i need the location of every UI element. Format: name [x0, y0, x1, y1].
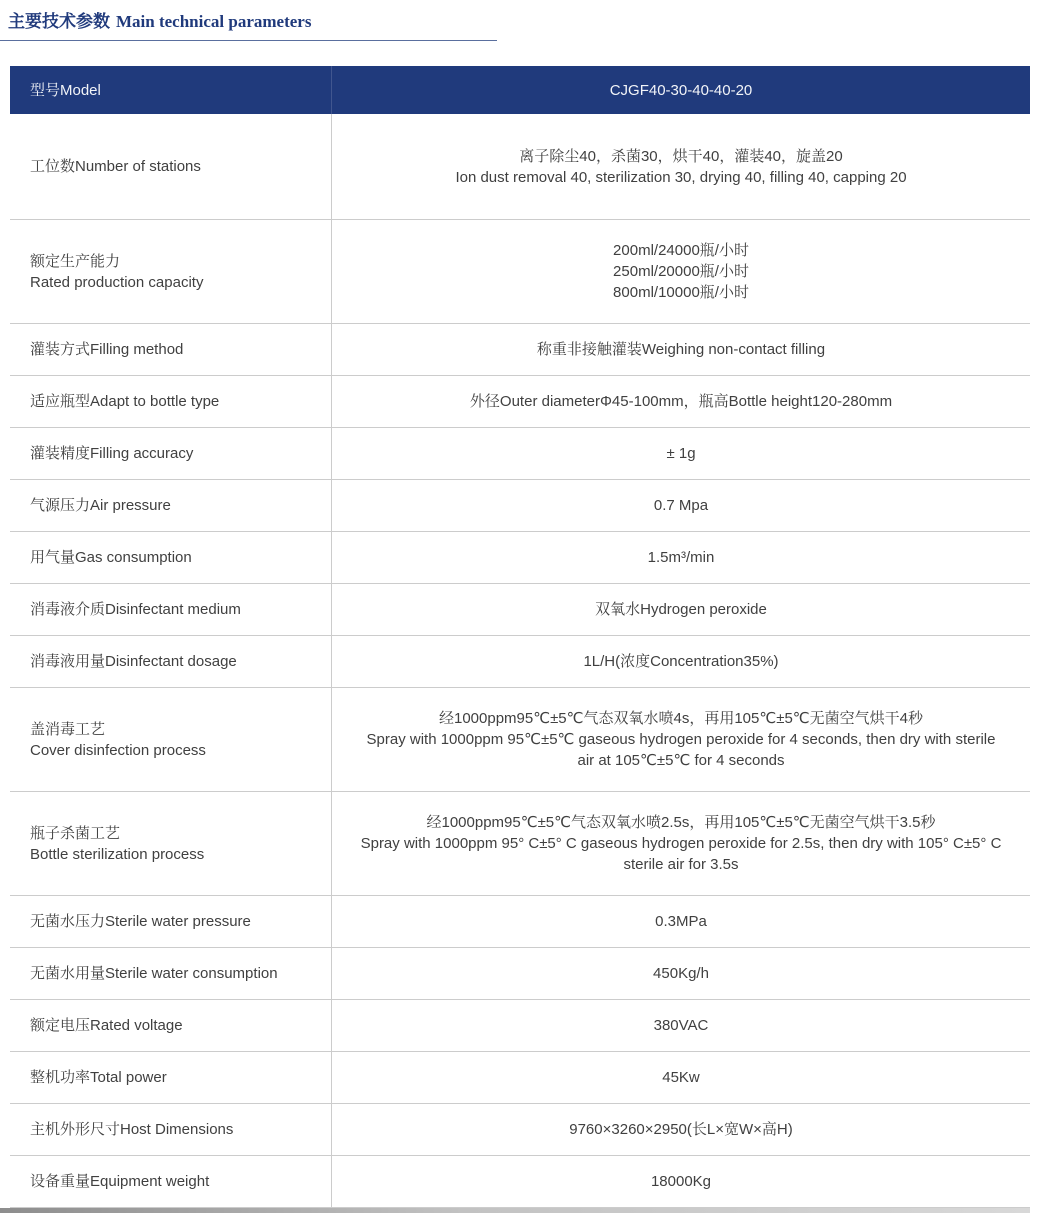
table-row [10, 792, 1030, 896]
text-line: Spray with 1000ppm 95℃±5℃ gaseous hydrogen peroxide for 4 seconds, then dry with sterile air at 105℃±5℃ for 4 seconds [366, 731, 996, 769]
row-label [10, 1156, 332, 1207]
row-label [10, 584, 332, 635]
table-row [10, 324, 1030, 376]
text-line: 称重非接触灌装Weighing non-contact filling [536, 341, 826, 358]
table-header-row [10, 66, 1030, 114]
table-row [10, 948, 1030, 1000]
row-label [10, 428, 332, 479]
text-line: 9760×3260×2950(长L×宽W×高H) [569, 1121, 793, 1138]
row-label [10, 1052, 332, 1103]
text-line: 450Kg/h [653, 965, 709, 982]
row-label [10, 792, 332, 895]
text-line: 0.3MPa [655, 913, 707, 930]
text-line: 380VAC [653, 1017, 709, 1034]
row-value [332, 428, 1030, 479]
text-line: ± 1g [666, 445, 696, 462]
text-line: 外径Outer diameterΦ45-100mm，瓶高Bottle height120-280mm [469, 393, 893, 410]
page-title-cn: 主要技术参数 [8, 12, 110, 31]
row-value [332, 220, 1030, 323]
text-line: Ion dust removal 40, sterilization 30, drying 40, filling 40, capping 20 [455, 168, 907, 186]
row-label [10, 220, 332, 323]
row-value [332, 114, 1030, 219]
table-row [10, 896, 1030, 948]
spec-table [10, 66, 1030, 1208]
text-line: 额定生产能力 [30, 252, 121, 270]
row-value [332, 1052, 1030, 1103]
table-row [10, 376, 1030, 428]
text-line: Cover disinfection process [30, 741, 206, 759]
text-line: 整机功率Total power [30, 1069, 167, 1086]
text-line: 气源压力Air pressure [30, 497, 171, 514]
text-line: 45Kw [662, 1069, 700, 1086]
table-row [10, 220, 1030, 324]
text-line: 设备重量Equipment weight [30, 1173, 210, 1190]
text-line: Rated production capacity [30, 273, 204, 291]
row-label [10, 376, 332, 427]
table-row [10, 1156, 1030, 1208]
row-value [332, 532, 1030, 583]
text-line: 盖消毒工艺 [30, 720, 106, 738]
table-row [10, 1052, 1030, 1104]
header-model-value-text: CJGF40-30-40-40-20 [609, 81, 753, 99]
text-line: 双氧水Hydrogen peroxide [595, 601, 767, 618]
text-line: 1.5m³/min [647, 549, 715, 566]
row-label [10, 114, 332, 219]
row-value [332, 584, 1030, 635]
text-line: 250ml/20000瓶/小时 [613, 263, 749, 280]
table-row [10, 1104, 1030, 1156]
text-line: 200ml/24000瓶/小时 [613, 242, 749, 259]
row-value [332, 948, 1030, 999]
table-body [10, 114, 1030, 1208]
header-model-value [332, 66, 1030, 114]
row-label [10, 948, 332, 999]
text-line: 18000Kg [650, 1173, 712, 1190]
table-row [10, 636, 1030, 688]
table-row [10, 532, 1030, 584]
table-row [10, 1000, 1030, 1052]
text-line: 离子除尘40，杀菌30，烘干40，灌装40，旋盖20 [519, 147, 843, 165]
row-value [332, 324, 1030, 375]
text-line: 主机外形尺寸Host Dimensions [30, 1121, 234, 1138]
row-value [332, 480, 1030, 531]
row-label [10, 324, 332, 375]
text-line: 瓶子杀菌工艺 [30, 824, 121, 842]
text-line: 用气量Gas consumption [30, 549, 192, 566]
text-line: 无菌水用量Sterile water consumption [30, 965, 278, 982]
header-model-label [10, 66, 332, 114]
row-label [10, 688, 332, 791]
text-line: 经1000ppm95℃±5℃气态双氧水喷2.5s，再用105℃±5℃无菌空气烘干3.5秒 [426, 814, 936, 831]
text-line: 经1000ppm95℃±5℃气态双氧水喷4s，再用105℃±5℃无菌空气烘干4秒 [439, 710, 923, 727]
row-label [10, 896, 332, 947]
text-line: 消毒液用量Disinfectant dosage [30, 653, 237, 670]
row-value [332, 896, 1030, 947]
table-row [10, 114, 1030, 220]
text-line: 额定电压Rated voltage [30, 1017, 183, 1034]
row-value [332, 636, 1030, 687]
row-value [332, 376, 1030, 427]
text-line: Spray with 1000ppm 95° C±5° C gaseous hydrogen peroxide for 2.5s, then dry with 105° C±5° C sterile air for 3.5s [360, 835, 1002, 873]
bottom-divider-bar [0, 1208, 1030, 1213]
text-line: 无菌水压力Sterile water pressure [30, 913, 251, 930]
row-value [332, 1156, 1030, 1207]
row-label [10, 1104, 332, 1155]
row-label [10, 532, 332, 583]
text-line: 800ml/10000瓶/小时 [613, 284, 749, 301]
table-row [10, 584, 1030, 636]
text-line: Bottle sterilization process [30, 845, 205, 863]
row-label [10, 636, 332, 687]
row-value [332, 1104, 1030, 1155]
text-line: 0.7 Mpa [653, 497, 709, 514]
text-line: 工位数Number of stations [30, 158, 201, 175]
table-row [10, 428, 1030, 480]
text-line: 1L/H(浓度Concentration35%) [583, 653, 779, 670]
row-value [332, 688, 1030, 791]
text-line: 灌装精度Filling accuracy [30, 445, 194, 462]
page-title-en: Main technical parameters [116, 12, 312, 31]
row-value [332, 792, 1030, 895]
row-label [10, 480, 332, 531]
header-model-label-text: 型号Model [30, 81, 101, 99]
row-label [10, 1000, 332, 1051]
table-row [10, 480, 1030, 532]
text-line: 消毒液介质Disinfectant medium [30, 601, 241, 618]
table-row [10, 688, 1030, 792]
row-value [332, 1000, 1030, 1051]
text-line: 适应瓶型Adapt to bottle type [30, 393, 220, 410]
text-line: 灌装方式Filling method [30, 341, 184, 358]
page-title [0, 7, 497, 41]
